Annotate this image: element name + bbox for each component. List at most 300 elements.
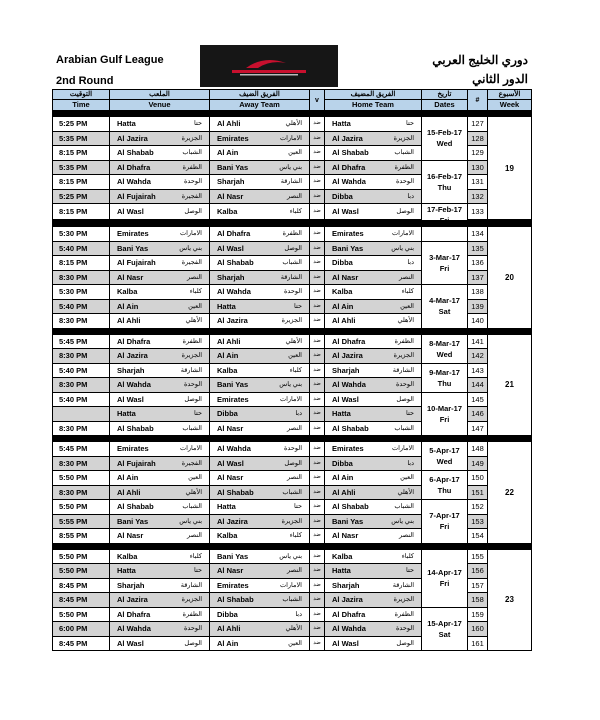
away-team-cell-en: Al Jazira (217, 516, 248, 526)
venue-cell-wrap (112, 622, 207, 635)
col-away-ar: الفريق الضيف (210, 90, 310, 100)
match-time: 8:45 PM (53, 593, 110, 608)
away-team-cell-ar: الامارات (279, 134, 302, 142)
match-number: 160 (468, 622, 488, 637)
vs-label: ضد (310, 442, 325, 457)
away-team-cell (210, 160, 310, 175)
away-team-cell-ar: بني ياس (279, 552, 302, 560)
away-team-cell-en: Al Wasl (217, 458, 244, 468)
venue-cell-en: Emirates (117, 229, 149, 239)
home-team-cell-ar: الجزيرة (393, 134, 414, 142)
home-team-cell-wrap (327, 608, 419, 621)
home-team-cell (325, 485, 422, 500)
venue-cell-en: Al Jazira (117, 595, 148, 605)
match-number: 138 (468, 285, 488, 300)
match-time: 8:30 PM (53, 378, 110, 393)
home-team-cell-ar: الأهلي (397, 488, 414, 496)
away-team-cell-ar: النصر (287, 192, 302, 200)
home-team-cell (325, 564, 422, 579)
match-date: 15-Apr-17 (427, 618, 462, 628)
home-team-cell-en: Al Nasr (332, 272, 359, 282)
match-date-cell (422, 549, 468, 607)
venue-cell-wrap (112, 161, 207, 174)
home-team-cell-en: Al Shabab (332, 502, 369, 512)
venue-cell (110, 456, 210, 471)
venue-cell-ar: الأهلي (185, 488, 202, 496)
match-day: Sat (438, 629, 451, 639)
home-team-cell-ar: حتا (406, 410, 414, 418)
col-time-en: Time (53, 100, 110, 111)
venue-cell-wrap (112, 608, 207, 621)
away-team-cell-wrap (212, 393, 307, 406)
match-number: 129 (468, 146, 488, 161)
away-team-cell-wrap (212, 442, 307, 455)
venue-cell-ar: بني ياس (179, 244, 202, 252)
home-team-cell-wrap (327, 175, 419, 188)
venue-cell (110, 117, 210, 132)
match-date-cell (422, 117, 468, 161)
away-team-cell (210, 334, 310, 349)
match-number: 140 (468, 314, 488, 329)
away-team-cell-wrap (212, 205, 307, 218)
home-team-cell-en: Al Nasr (332, 531, 359, 541)
home-team-cell-ar: الامارات (391, 230, 414, 238)
home-team-cell (325, 392, 422, 407)
away-team-cell-en: Sharjah (217, 272, 245, 282)
home-team-cell (325, 131, 422, 146)
header-row-english (53, 100, 532, 111)
away-team-cell (210, 117, 310, 132)
home-team-cell (325, 241, 422, 256)
match-date-cell (422, 363, 468, 392)
venue-cell (110, 578, 210, 593)
venue-cell-wrap (112, 457, 207, 470)
home-team-cell-en: Kalba (332, 551, 353, 561)
venue-cell-en: Al Ahli (117, 316, 141, 326)
match-number: 128 (468, 131, 488, 146)
venue-cell (110, 363, 210, 378)
home-team-cell-ar: الظفرة (394, 610, 414, 618)
vs-label: ضد (310, 117, 325, 132)
match-time: 5:40 PM (53, 241, 110, 256)
fixture-row (53, 334, 532, 349)
home-team-cell-ar: النصر (399, 532, 414, 540)
venue-cell-ar: العين (188, 474, 202, 482)
vs-label: ضد (310, 256, 325, 271)
venue-cell-ar: حتا (194, 410, 202, 418)
match-day: Fri (439, 263, 450, 273)
venue-cell-wrap (112, 242, 207, 255)
home-team-cell (325, 407, 422, 422)
away-team-cell-en: Sharjah (217, 177, 245, 187)
home-team-cell-wrap (327, 117, 419, 130)
home-team-cell-ar: الجزيرة (393, 596, 414, 604)
venue-cell-en: Al Ahli (117, 487, 141, 497)
home-team-cell-wrap (327, 161, 419, 174)
away-team-cell-wrap (212, 564, 307, 577)
home-team-cell (325, 593, 422, 608)
away-team-cell-ar: العين (288, 149, 302, 157)
away-team-cell-en: Bani Yas (217, 551, 249, 561)
match-time: 8:30 PM (53, 485, 110, 500)
venue-cell-en: Hatta (117, 119, 136, 129)
away-team-cell (210, 204, 310, 220)
match-number: 151 (468, 485, 488, 500)
venue-cell (110, 514, 210, 529)
venue-cell (110, 204, 210, 220)
match-day: Fri (439, 414, 450, 424)
home-team-cell-en: Kalba (332, 287, 353, 297)
away-team-cell (210, 299, 310, 314)
home-team-cell-ar: الجزيرة (393, 352, 414, 360)
home-team-cell-en: Hatta (332, 409, 351, 419)
venue-cell-en: Al Wasl (117, 207, 144, 217)
home-team-cell (325, 514, 422, 529)
away-team-cell (210, 549, 310, 564)
venue-cell (110, 549, 210, 564)
col-num: # (468, 90, 488, 111)
venue-cell (110, 529, 210, 544)
vs-label: ضد (310, 407, 325, 422)
venue-cell-en: Al Wahda (117, 624, 151, 634)
vs-label: ضد (310, 471, 325, 486)
venue-cell-ar: الفجيرة (181, 259, 202, 267)
away-team-cell-wrap (212, 622, 307, 635)
venue-cell-wrap (112, 486, 207, 499)
venue-cell-ar: كلباء (189, 288, 202, 296)
home-team-cell-ar: كلباء (401, 552, 414, 560)
venue-cell-ar: الجزيرة (181, 352, 202, 360)
home-team-cell-en: Bani Yas (332, 516, 364, 526)
vs-label: ضد (310, 160, 325, 175)
away-team-cell-wrap (212, 579, 307, 592)
league-title-en: Arabian Gulf League (56, 54, 164, 66)
venue-cell (110, 378, 210, 393)
away-team-cell-wrap (212, 593, 307, 606)
vs-label: ضد (310, 514, 325, 529)
home-team-cell (325, 607, 422, 622)
away-team-cell-en: Emirates (217, 394, 249, 404)
home-team-cell-en: Al Wasl (332, 394, 359, 404)
away-team-cell-ar: النصر (287, 474, 302, 482)
away-team-cell-ar: دبا (295, 410, 302, 418)
home-team-cell-wrap (327, 457, 419, 470)
home-team-cell-ar: الظفرة (394, 337, 414, 345)
col-venue-ar: الملعب (110, 90, 210, 100)
home-team-cell-ar: بني ياس (391, 244, 414, 252)
fixture-row (53, 500, 532, 515)
away-team-cell (210, 456, 310, 471)
home-team-cell-wrap (327, 146, 419, 159)
away-team-cell-ar: الشارقة (280, 273, 302, 281)
away-team-cell (210, 636, 310, 651)
venue-cell-wrap (112, 550, 207, 563)
match-date: 4-Mar-17 (429, 296, 460, 306)
venue-cell-ar: بني ياس (179, 517, 202, 525)
home-team-cell (325, 334, 422, 349)
venue-cell-wrap (112, 500, 207, 513)
match-number: 149 (468, 456, 488, 471)
match-time: 5:30 PM (53, 285, 110, 300)
home-team-cell (325, 204, 422, 220)
match-number: 145 (468, 392, 488, 407)
venue-cell-wrap (112, 314, 207, 327)
home-team-cell-wrap (327, 227, 419, 240)
match-time: 5:50 PM (53, 607, 110, 622)
venue-cell-ar: الشباب (182, 149, 202, 157)
away-team-cell-ar: الامارات (279, 395, 302, 403)
vs-label: ضد (310, 636, 325, 651)
week-separator-bar (53, 220, 532, 227)
away-team-cell-en: Al Wasl (217, 243, 244, 253)
home-team-cell-wrap (327, 529, 419, 542)
venue-cell-en: Emirates (117, 444, 149, 454)
venue-cell (110, 349, 210, 364)
away-team-cell-en: Al Ain (217, 148, 239, 158)
away-team-cell-wrap (212, 364, 307, 377)
venue-cell (110, 146, 210, 161)
home-team-cell-ar: دبا (407, 192, 414, 200)
week-separator (53, 220, 532, 227)
home-team-cell (325, 160, 422, 175)
home-team-cell (325, 636, 422, 651)
home-team-cell-ar: حتا (406, 120, 414, 128)
match-date-cell (422, 442, 468, 471)
match-time: 5:50 PM (53, 471, 110, 486)
away-team-cell-en: Al Wahda (217, 444, 251, 454)
venue-cell (110, 334, 210, 349)
match-date-cell (422, 607, 468, 651)
away-team-cell-wrap (212, 457, 307, 470)
away-team-cell-en: Emirates (217, 133, 249, 143)
venue-cell-en: Al Shabab (117, 148, 154, 158)
home-team-cell-wrap (327, 471, 419, 484)
home-team-cell-en: Emirates (332, 444, 364, 454)
away-team-cell (210, 131, 310, 146)
away-team-cell-ar: بني ياس (279, 381, 302, 389)
venue-cell-en: Al Dhafra (117, 336, 151, 346)
venue-cell-wrap (112, 364, 207, 377)
match-date-cell (422, 392, 468, 436)
home-team-cell-wrap (327, 378, 419, 391)
venue-cell-ar: الوحدة (184, 625, 202, 633)
match-number: 137 (468, 270, 488, 285)
venue-cell-en: Al Jazira (117, 133, 148, 143)
home-team-cell-wrap (327, 242, 419, 255)
vs-label: ضد (310, 146, 325, 161)
match-number: 141 (468, 334, 488, 349)
venue-cell-en: Hatta (117, 566, 136, 576)
match-time: 6:00 PM (53, 622, 110, 637)
match-time: 8:15 PM (53, 204, 110, 220)
fixture-row (53, 241, 532, 256)
home-team-cell-ar: الوصل (396, 208, 414, 216)
away-team-cell-wrap (212, 515, 307, 528)
away-team-cell (210, 471, 310, 486)
home-team-cell-ar: كلباء (401, 288, 414, 296)
venue-cell (110, 500, 210, 515)
away-team-cell-en: Kalba (217, 365, 238, 375)
venue-cell-ar: الامارات (179, 230, 202, 238)
match-date: 9-Mar-17 (429, 367, 460, 377)
home-team-cell-wrap (327, 579, 419, 592)
home-team-cell-wrap (327, 550, 419, 563)
match-time: 8:30 PM (53, 270, 110, 285)
match-number: 134 (468, 227, 488, 242)
venue-cell-wrap (112, 300, 207, 313)
away-team-cell (210, 622, 310, 637)
away-team-cell-wrap (212, 314, 307, 327)
venue-cell (110, 485, 210, 500)
away-team-cell-wrap (212, 608, 307, 621)
venue-cell-wrap (112, 285, 207, 298)
away-team-cell-ar: الشباب (282, 488, 302, 496)
venue-cell (110, 175, 210, 190)
league-title-ar: دوري الخليج العربي (432, 53, 528, 67)
vs-label: ضد (310, 622, 325, 637)
home-team-cell-wrap (327, 486, 419, 499)
fixture-row (53, 227, 532, 242)
venue-cell-wrap (112, 205, 207, 218)
match-number: 136 (468, 256, 488, 271)
away-team-cell (210, 500, 310, 515)
home-team-cell-ar: الوصل (396, 395, 414, 403)
vs-label: ضد (310, 529, 325, 544)
col-away-en: Away Team (210, 100, 310, 111)
match-time: 8:15 PM (53, 256, 110, 271)
match-date-cell (422, 160, 468, 204)
home-team-cell (325, 256, 422, 271)
venue-cell-en: Sharjah (117, 580, 145, 590)
home-team-cell (325, 378, 422, 393)
home-team-cell (325, 471, 422, 486)
match-number: 153 (468, 514, 488, 529)
home-team-cell-ar: الامارات (391, 445, 414, 453)
home-team-cell-wrap (327, 593, 419, 606)
venue-cell (110, 392, 210, 407)
venue-cell-wrap (112, 227, 207, 240)
away-team-cell-wrap (212, 146, 307, 159)
venue-cell-wrap (112, 515, 207, 528)
match-time: 8:30 PM (53, 421, 110, 436)
venue-cell-ar: حتا (194, 567, 202, 575)
away-team-cell-en: Hatta (217, 502, 236, 512)
away-team-cell-wrap (212, 378, 307, 391)
venue-cell-ar: الظفرة (182, 610, 202, 618)
match-number: 158 (468, 593, 488, 608)
home-team-cell (325, 456, 422, 471)
away-team-cell-wrap (212, 190, 307, 203)
venue-cell-wrap (112, 579, 207, 592)
match-number: 130 (468, 160, 488, 175)
home-team-cell-wrap (327, 335, 419, 348)
match-time: 5:45 PM (53, 334, 110, 349)
away-team-cell-en: Al Nasr (217, 566, 244, 576)
venue-cell (110, 227, 210, 242)
match-date-cell (422, 227, 468, 242)
venue-cell-ar: الوصل (184, 639, 202, 647)
home-team-cell-en: Al Dhafra (332, 336, 366, 346)
home-team-cell-wrap (327, 300, 419, 313)
match-number: 131 (468, 175, 488, 190)
away-team-cell-ar: دبا (295, 610, 302, 618)
venue-cell-en: Al Ain (117, 301, 139, 311)
match-time: 5:50 PM (53, 564, 110, 579)
venue-cell-ar: الجزيرة (181, 596, 202, 604)
home-team-cell-en: Al Ahli (332, 487, 356, 497)
week-number: 21 (488, 334, 532, 436)
match-day: Fri (439, 522, 450, 532)
away-team-cell-en: Al Ain (217, 638, 239, 648)
match-number: 143 (468, 363, 488, 378)
match-day: Wed (436, 457, 453, 466)
away-team-cell (210, 363, 310, 378)
week-number: 19 (488, 117, 532, 220)
venue-cell (110, 285, 210, 300)
home-team-cell-en: Al Dhafra (332, 162, 366, 172)
match-date: 10-Mar-17 (426, 403, 463, 413)
match-number: 142 (468, 349, 488, 364)
match-time: 8:30 PM (53, 349, 110, 364)
away-team-cell (210, 442, 310, 457)
away-team-cell (210, 564, 310, 579)
home-team-cell (325, 270, 422, 285)
away-team-cell (210, 227, 310, 242)
away-team-cell-en: Al Nasr (217, 473, 244, 483)
home-team-cell-wrap (327, 393, 419, 406)
home-team-cell (325, 189, 422, 204)
venue-cell-en: Bani Yas (117, 516, 149, 526)
away-team-cell (210, 421, 310, 436)
match-day: Thu (437, 182, 452, 192)
match-number: 161 (468, 636, 488, 651)
venue-cell-ar: الأهلي (185, 317, 202, 325)
match-number: 152 (468, 500, 488, 515)
away-team-cell (210, 378, 310, 393)
away-team-cell-ar: الوحدة (284, 288, 302, 296)
venue-cell-wrap (112, 529, 207, 542)
away-team-cell-en: Emirates (217, 580, 249, 590)
vs-label: ضد (310, 607, 325, 622)
home-team-cell-en: Al Shabab (332, 148, 369, 158)
venue-cell-ar: حتا (194, 120, 202, 128)
match-day: Sat (438, 307, 451, 317)
venue-cell-en: Al Ain (117, 473, 139, 483)
venue-cell-ar: كلباء (189, 552, 202, 560)
venue-cell (110, 607, 210, 622)
match-time: 5:40 PM (53, 392, 110, 407)
vs-label: ضد (310, 175, 325, 190)
match-time: 8:30 PM (53, 314, 110, 329)
away-team-cell-wrap (212, 349, 307, 362)
fixture-row (53, 160, 532, 175)
league-logo-icon (224, 51, 314, 81)
match-date: 8-Mar-17 (429, 338, 460, 348)
venue-cell-ar: الظفرة (182, 337, 202, 345)
venue-cell (110, 622, 210, 637)
venue-cell-wrap (112, 471, 207, 484)
match-day: Wed (436, 349, 453, 359)
vs-label: ضد (310, 593, 325, 608)
away-team-cell-wrap (212, 161, 307, 174)
away-team-cell (210, 392, 310, 407)
venue-cell-en: Al Fujairah (117, 258, 156, 268)
match-time: 5:40 PM (53, 363, 110, 378)
away-team-cell-ar: الظفرة (282, 230, 302, 238)
home-team-cell-ar: الشباب (394, 503, 414, 511)
match-number: 132 (468, 189, 488, 204)
home-team-cell-wrap (327, 349, 419, 362)
